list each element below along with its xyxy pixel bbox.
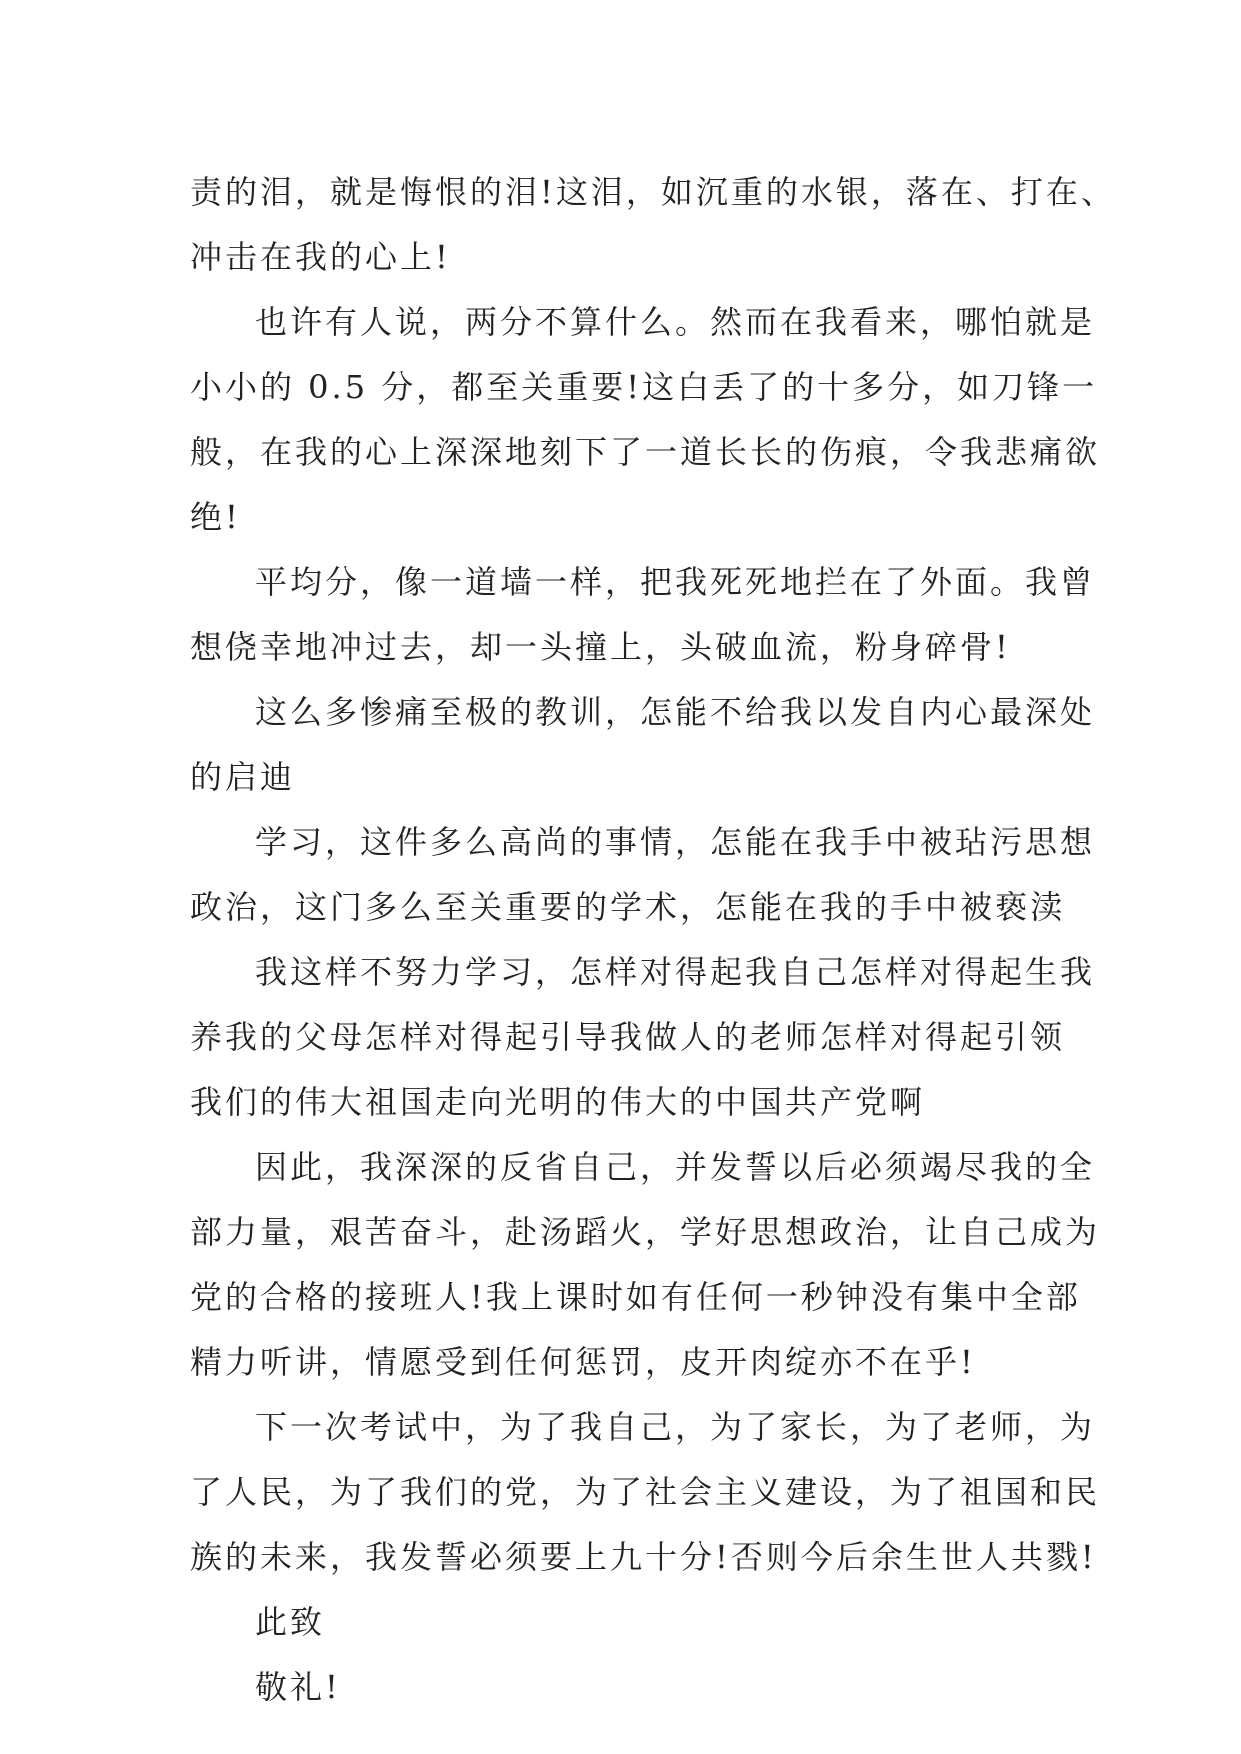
text-line: 小小的 0.5 分，都至关重要!这白丢了的十多分，如刀锋一 (190, 368, 1098, 406)
text-line: 想侥幸地冲过去，却一头撞上，头破血流，粉身碎骨! (190, 628, 1011, 666)
text-line: 这么多惨痛至极的教训，怎能不给我以发自内心最深处 (255, 693, 1096, 731)
text-line: 绝! (190, 498, 241, 536)
text-line: 政治，这门多么至关重要的学术，怎能在我的手中被亵渎 (190, 888, 1066, 926)
text-line: 也许有人说，两分不算什么。然而在我看来，哪怕就是 (255, 303, 1096, 341)
closing-regards: 敬礼! (255, 1668, 341, 1706)
closing-salutation: 此致 (255, 1603, 326, 1641)
text-line: 因此，我深深的反省自己，并发誓以后必须竭尽我的全 (255, 1148, 1096, 1186)
text-line: 责的泪，就是悔恨的泪!这泪，如沉重的水银，落在、打在、 (190, 173, 1116, 211)
text-line: 下一次考试中，为了我自己，为了家长，为了老师，为 (255, 1408, 1096, 1446)
text-line: 了人民，为了我们的党，为了社会主义建设，为了祖国和民 (190, 1473, 1101, 1511)
text-line: 族的未来，我发誓必须要上九十分!否则今后余生世人共戮! (190, 1538, 1097, 1576)
text-line: 般，在我的心上深深地刻下了一道长长的伤痕，令我悲痛欲 (190, 433, 1101, 471)
text-line: 部力量，艰苦奋斗，赴汤蹈火，学好思想政治，让自己成为 (190, 1213, 1101, 1251)
text-line: 我这样不努力学习，怎样对得起我自己怎样对得起生我 (255, 953, 1096, 991)
letter-body (190, 160, 1116, 1720)
text-line: 平均分，像一道墙一样，把我死死地拦在了外面。我曾 (255, 563, 1096, 601)
text-line: 我们的伟大祖国走向光明的伟大的中国共产党啊 (190, 1083, 926, 1121)
text-line: 学习，这件多么高尚的事情，怎能在我手中被玷污思想 (255, 823, 1096, 861)
text-line: 精力听讲，情愿受到任何惩罚，皮开肉绽亦不在乎! (190, 1343, 976, 1381)
text-line: 冲击在我的心上! (190, 238, 451, 276)
text-line: 党的合格的接班人!我上课时如有任何一秒钟没有集中全部 (190, 1278, 1081, 1316)
text-line: 养我的父母怎样对得起引导我做人的老师怎样对得起引领 (190, 1018, 1066, 1056)
text-line: 的启迪 (190, 758, 296, 796)
